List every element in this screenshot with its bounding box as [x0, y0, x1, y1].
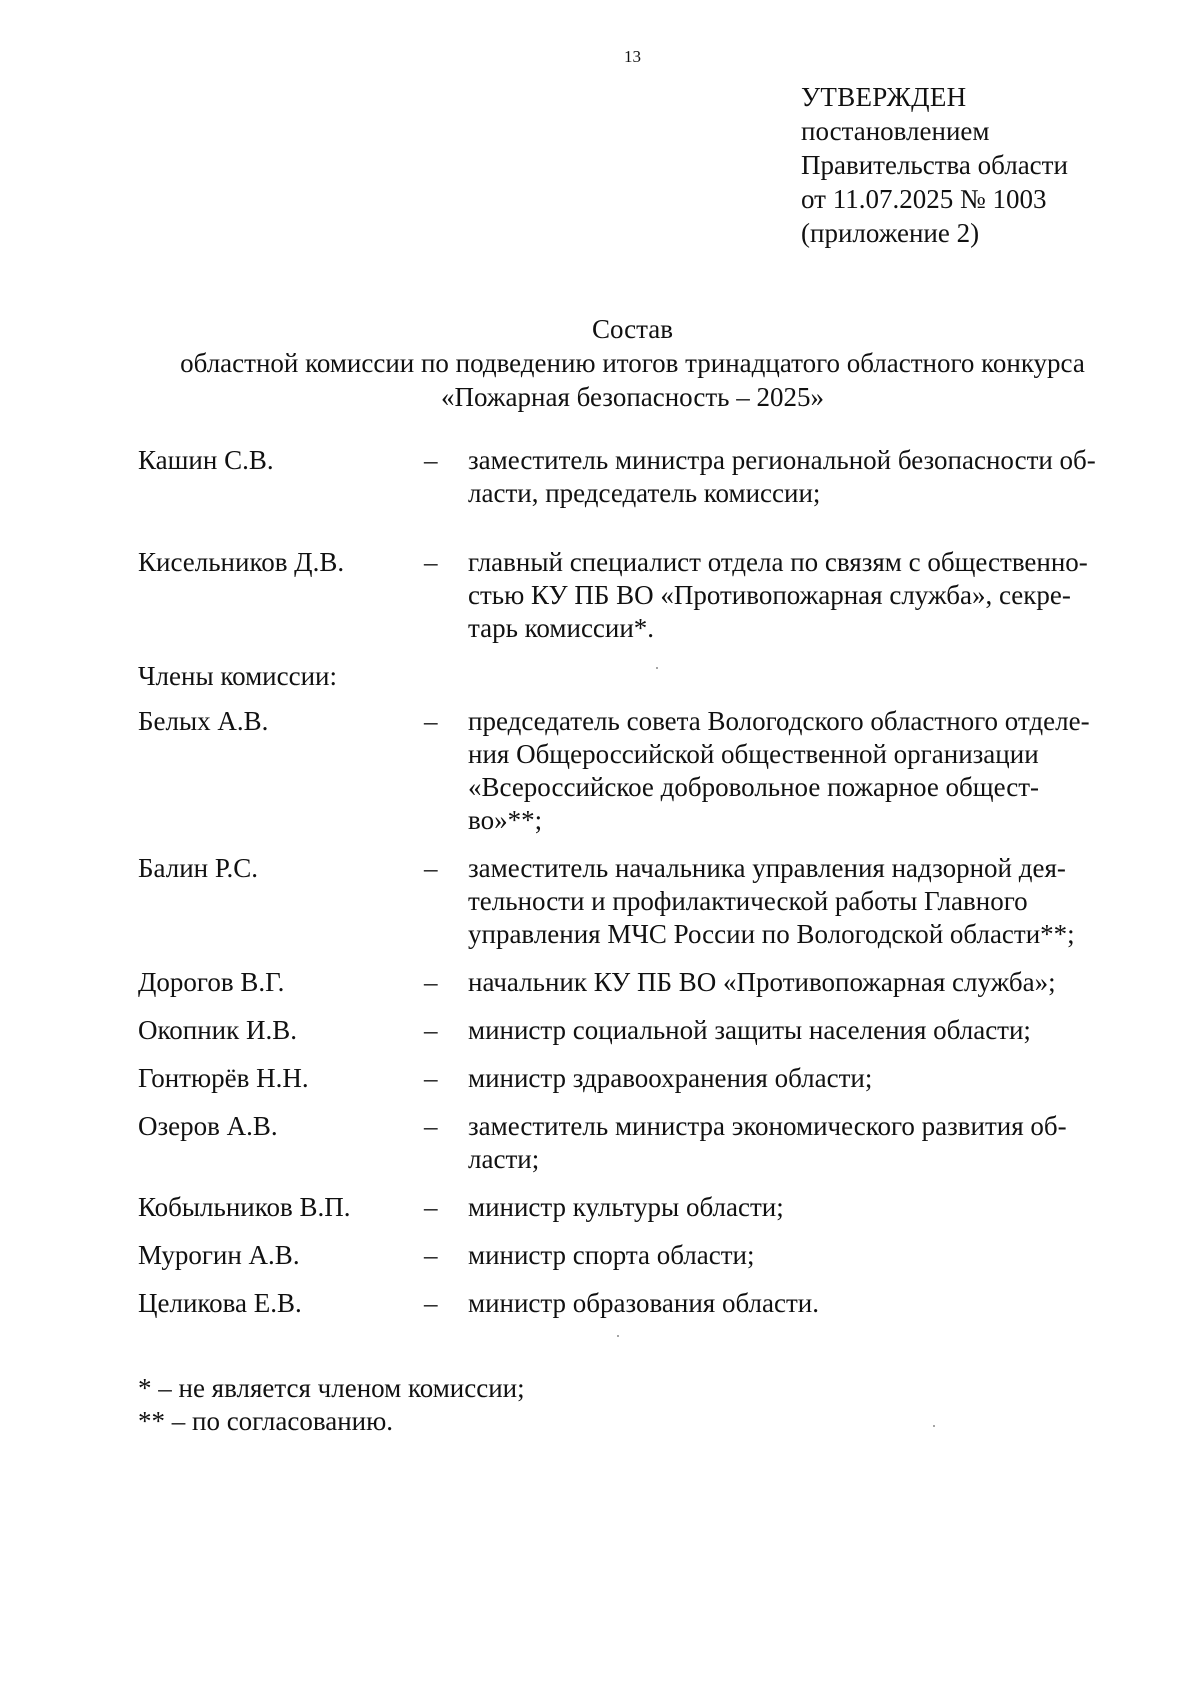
member-dash: – — [424, 445, 438, 475]
member-position — [468, 546, 1200, 645]
member-row — [138, 1191, 1138, 1224]
member-dash: – — [424, 1063, 438, 1093]
member-name: Окопник И.В. — [138, 1015, 297, 1045]
member-name: Кашин С.В. — [138, 445, 274, 475]
member-position-line: министр культуры области; — [468, 1192, 784, 1222]
member-position-line: тельности и профилактической работы Главного — [468, 886, 1028, 916]
heading-title: Состав — [591, 314, 674, 344]
member-row — [138, 1062, 1138, 1095]
member-position — [468, 1110, 1200, 1176]
member-row — [138, 1110, 1138, 1176]
member-position — [468, 852, 1200, 951]
member-position — [468, 1287, 1200, 1320]
member-row — [138, 1239, 1138, 1272]
member-dash: – — [424, 1288, 438, 1318]
member-position-line: тарь комиссии*. — [468, 613, 655, 643]
footnote: ** – по согласованию. — [138, 1406, 394, 1436]
member-row — [138, 852, 1138, 951]
member-row — [138, 444, 1138, 510]
member-row — [138, 705, 1138, 837]
page-number: 13 — [624, 47, 641, 66]
member-name: Балин Р.С. — [138, 853, 258, 883]
member-position-line: начальник КУ ПБ ВО «Противопожарная служба»; — [468, 967, 1056, 997]
scan-speck — [933, 1425, 935, 1427]
member-position-line: заместитель начальника управления надзорной дея- — [468, 853, 1066, 883]
member-position-line: «Всероссийское добровольное пожарное общест- — [468, 772, 1040, 802]
member-position-line: заместитель министра региональной безопасности об- — [468, 445, 1096, 475]
member-position-line: министр образования области. — [468, 1288, 819, 1318]
member-name: Гонтюрёв Н.Н. — [138, 1063, 309, 1093]
footnotes — [138, 1372, 525, 1438]
member-position-line: ласти, председатель комиссии; — [468, 478, 821, 508]
member-dash: – — [424, 1111, 438, 1141]
approval-block — [801, 80, 1068, 250]
member-position — [468, 1191, 1200, 1224]
member-dash: – — [424, 967, 438, 997]
member-row — [138, 966, 1138, 999]
member-name: Целикова Е.В. — [138, 1288, 302, 1318]
member-position-line: председатель совета Вологодского областного отделе- — [468, 706, 1090, 736]
member-position-line: во»**; — [468, 805, 543, 835]
member-name: Кисельников Д.В. — [138, 547, 345, 577]
commission-list — [138, 444, 1138, 1335]
member-row — [138, 1014, 1138, 1047]
member-row — [138, 546, 1138, 645]
member-position — [468, 444, 1200, 510]
approval-title: УТВЕРЖДЕН — [801, 82, 967, 112]
scan-speck — [617, 1335, 619, 1337]
member-dash: – — [424, 1015, 438, 1045]
approval-line: Правительства области — [801, 150, 1068, 180]
member-position — [468, 705, 1200, 837]
approval-line: от 11.07.2025 № 1003 — [801, 184, 1047, 214]
member-position-line: стью КУ ПБ ВО «Противопожарная служба», секре- — [468, 580, 1071, 610]
member-position-line: ласти; — [468, 1144, 540, 1174]
member-dash: – — [424, 547, 438, 577]
member-name: Кобыльников В.П. — [138, 1192, 351, 1222]
document-heading — [0, 312, 1200, 414]
member-position — [468, 1062, 1200, 1095]
member-dash: – — [424, 853, 438, 883]
member-position-line: министр спорта области; — [468, 1240, 755, 1270]
approval-line: постановлением — [801, 116, 990, 146]
member-dash: – — [424, 1192, 438, 1222]
heading-subtitle-line: «Пожарная безопасность – 2025» — [441, 382, 824, 412]
member-position-line: главный специалист отдела по связям с общественно- — [468, 547, 1088, 577]
member-dash: – — [424, 706, 438, 736]
member-position — [468, 1014, 1200, 1047]
member-dash: – — [424, 1240, 438, 1270]
footnote: * – не является членом комиссии; — [138, 1373, 525, 1403]
member-name: Мурогин А.В. — [138, 1240, 300, 1270]
member-position-line: ния Общероссийской общественной организации — [468, 739, 1039, 769]
member-position-line: министр здравоохранения области; — [468, 1063, 873, 1093]
member-position-line: управления МЧС России по Вологодской области**; — [468, 919, 1075, 949]
scan-speck — [656, 667, 658, 669]
heading-subtitle-line: областной комиссии по подведению итогов тринадцатого областного конкурса — [180, 348, 1085, 378]
member-position-line: министр социальной защиты населения области; — [468, 1015, 1031, 1045]
member-row — [138, 1287, 1138, 1320]
member-position-line: заместитель министра экономического развития об- — [468, 1111, 1067, 1141]
approval-line: (приложение 2) — [801, 218, 980, 248]
member-position — [468, 1239, 1200, 1272]
member-position — [468, 966, 1200, 999]
member-name: Озеров А.В. — [138, 1111, 278, 1141]
member-name: Дорогов В.Г. — [138, 967, 285, 997]
members-label: Члены комиссии: — [138, 661, 337, 691]
member-name: Белых А.В. — [138, 706, 269, 736]
